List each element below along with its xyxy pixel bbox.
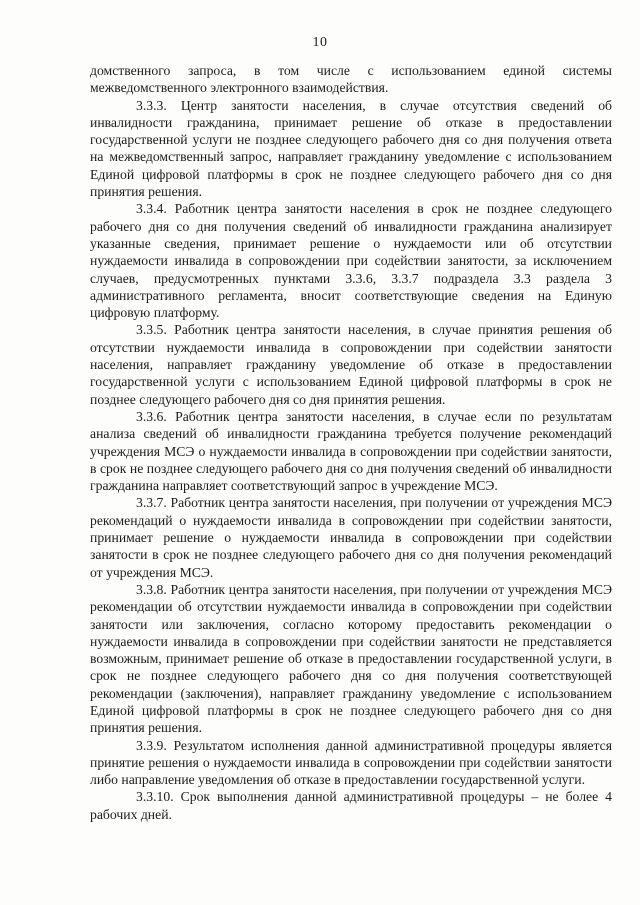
paragraph-3-3-6: 3.3.6. Работник центра занятости населения, в случае если по результатам анализа сведений об инвалидности гражданина требуется получение рекомендаций учреждения МСЭ о нуждаемости инвалида в сопровождении при содействии занятости, в срок не позднее следующего рабочего дня со дня получения сведений об инвалидности гражданина направляет соответствующий запрос в учреждение МСЭ. <box>90 408 612 494</box>
paragraph-3-3-4: 3.3.4. Работник центра занятости населения в срок не позднее следующего рабочего дня со дня получения сведений об инвалидности гражданина анализирует указанные сведения, принимает решение о нуждаемости или об отсутствии нуждаемости инвалида в сопровождении при содействии занятости, за исключением случаев, предусмотренных пунктами 3.3.6, 3.3.7 подраздела 3.3 раздела 3 административного регламента, вносит соответствующие сведения на Единую цифровую платформу. <box>90 201 612 321</box>
paragraph-3-3-10: 3.3.10. Срок выполнения данной административной процедуры – не более 4 рабочих дней. <box>90 789 612 822</box>
paragraph-3-3-7: 3.3.7. Работник центра занятости населения, при получении от учреждения МСЭ рекомендаций о нуждаемости инвалида в сопровождении при содействии занятости, принимает решение о нуждаемости инвалида в сопровождении при содействии занятости в срок не позднее следующего рабочего дня со дня получения рекомендаций от учреждения МСЭ. <box>90 495 612 580</box>
paragraph-3-3-8: 3.3.8. Работник центра занятости населения, при получении от учреждения МСЭ рекомендации об отсутствии нуждаемости инвалида в сопровождении при содействии занятости или заключения, согласно которому предоставить рекомендации о нуждаемости инвалида в сопровождении при содействии занятости не представляется возможным, принимает решение об отказе в предоставлении государственной услуги, в срок не позднее следующего рабочего дня со дня получения соответствующей рекомендации (заключения), направляет гражданину уведомление с использованием Единой цифровой платформы в срок не позднее следующего рабочего дня со дня принятия решения. <box>90 581 612 736</box>
paragraph-3-3-9: 3.3.9. Результатом исполнения данной административной процедуры является принятие решения о нуждаемости инвалида в сопровождении при содействии занятости либо направление уведомления об отказе в предоставлении государственной услуги. <box>90 737 612 788</box>
paragraph-3-3-3: 3.3.3. Центр занятости населения, в случае отсутствия сведений об инвалидности гражданина, принимает решение об отказе в предоставлении государственной услуги не позднее следующего рабочего дня со дня получения ответа на межведомственный запрос, направляет гражданину уведомление с использованием Единой цифровой платформы в срок не позднее следующего рабочего дня со дня принятия решения. <box>90 97 612 200</box>
paragraph-3-3-5: 3.3.5. Работник центра занятости населения, в случае принятия решения об отсутствии нуждаемости инвалида в сопровождении при содействии занятости населения, направляет гражданину уведомление об отказе в предоставлении государственной услуги с использованием Единой цифровой платформы в срок не позднее следующего рабочего дня со дня принятия решения. <box>90 322 612 407</box>
paragraph-continuation: домственного запроса, в том числе с использованием единой системы межведомственного электронного взаимодействия. <box>90 63 612 96</box>
document-body <box>90 62 612 823</box>
page-number: 10 <box>312 35 328 50</box>
